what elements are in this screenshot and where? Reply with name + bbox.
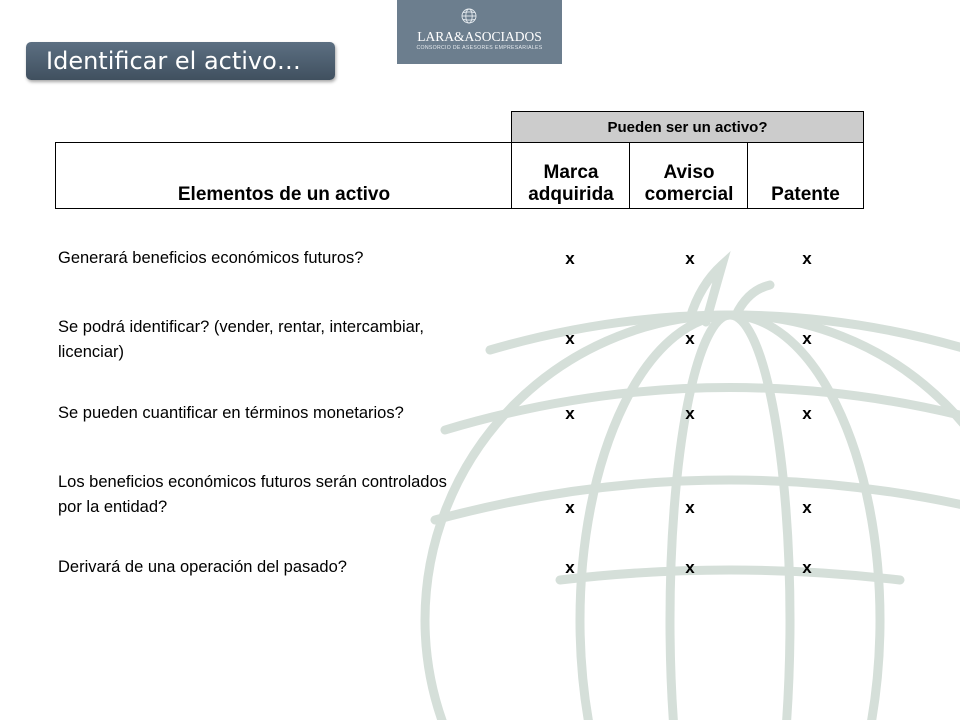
table-row-label: Derivará de una operación del pasado?	[58, 558, 347, 576]
check-mark: x	[565, 558, 575, 577]
check-mark: x	[685, 558, 695, 577]
column-header-line: Marca	[543, 162, 599, 183]
check-mark: x	[685, 329, 695, 348]
check-mark: x	[802, 498, 812, 517]
logo-globe-icon	[461, 8, 477, 24]
check-mark: x	[565, 404, 575, 423]
check-mark: x	[802, 558, 812, 577]
check-mark: x	[685, 404, 695, 423]
logo-name: LARA&ASOCIADOS	[417, 29, 542, 44]
logo-tagline: CONSORCIO DE ASESORES EMPRESARIALES	[416, 45, 543, 51]
group-header-label: Pueden ser un activo?	[607, 118, 768, 136]
column-header-line: adquirida	[528, 184, 614, 205]
check-mark: x	[802, 329, 812, 348]
table-row-label: Los beneficios económicos futuros serán controlados por la entidad?	[58, 473, 447, 516]
check-mark: x	[565, 498, 575, 517]
check-mark: x	[685, 249, 695, 268]
column-header-aviso	[629, 142, 748, 209]
page-title: Identificar el activo…	[46, 47, 301, 75]
company-logo	[397, 0, 562, 64]
column-header-line: Aviso	[663, 162, 715, 183]
row-header-cell	[55, 142, 512, 209]
check-mark: x	[685, 498, 695, 517]
table-row-label: Se podrá identificar? (vender, rentar, intercambiar, licenciar)	[58, 318, 424, 361]
check-mark: x	[802, 404, 812, 423]
check-mark: x	[565, 249, 575, 268]
check-mark: x	[565, 329, 575, 348]
table-row-label: Se pueden cuantificar en términos monetarios?	[58, 404, 404, 422]
row-header-label: Elementos de un activo	[177, 184, 391, 205]
column-header-line: Patente	[771, 184, 840, 205]
column-header-patente	[747, 142, 864, 209]
check-mark: x	[802, 249, 812, 268]
column-header-marca	[511, 142, 630, 209]
table-row-label: Generará beneficios económicos futuros?	[58, 249, 364, 267]
column-header-line: comercial	[644, 184, 734, 205]
group-header	[511, 111, 864, 143]
title-badge	[26, 42, 335, 80]
